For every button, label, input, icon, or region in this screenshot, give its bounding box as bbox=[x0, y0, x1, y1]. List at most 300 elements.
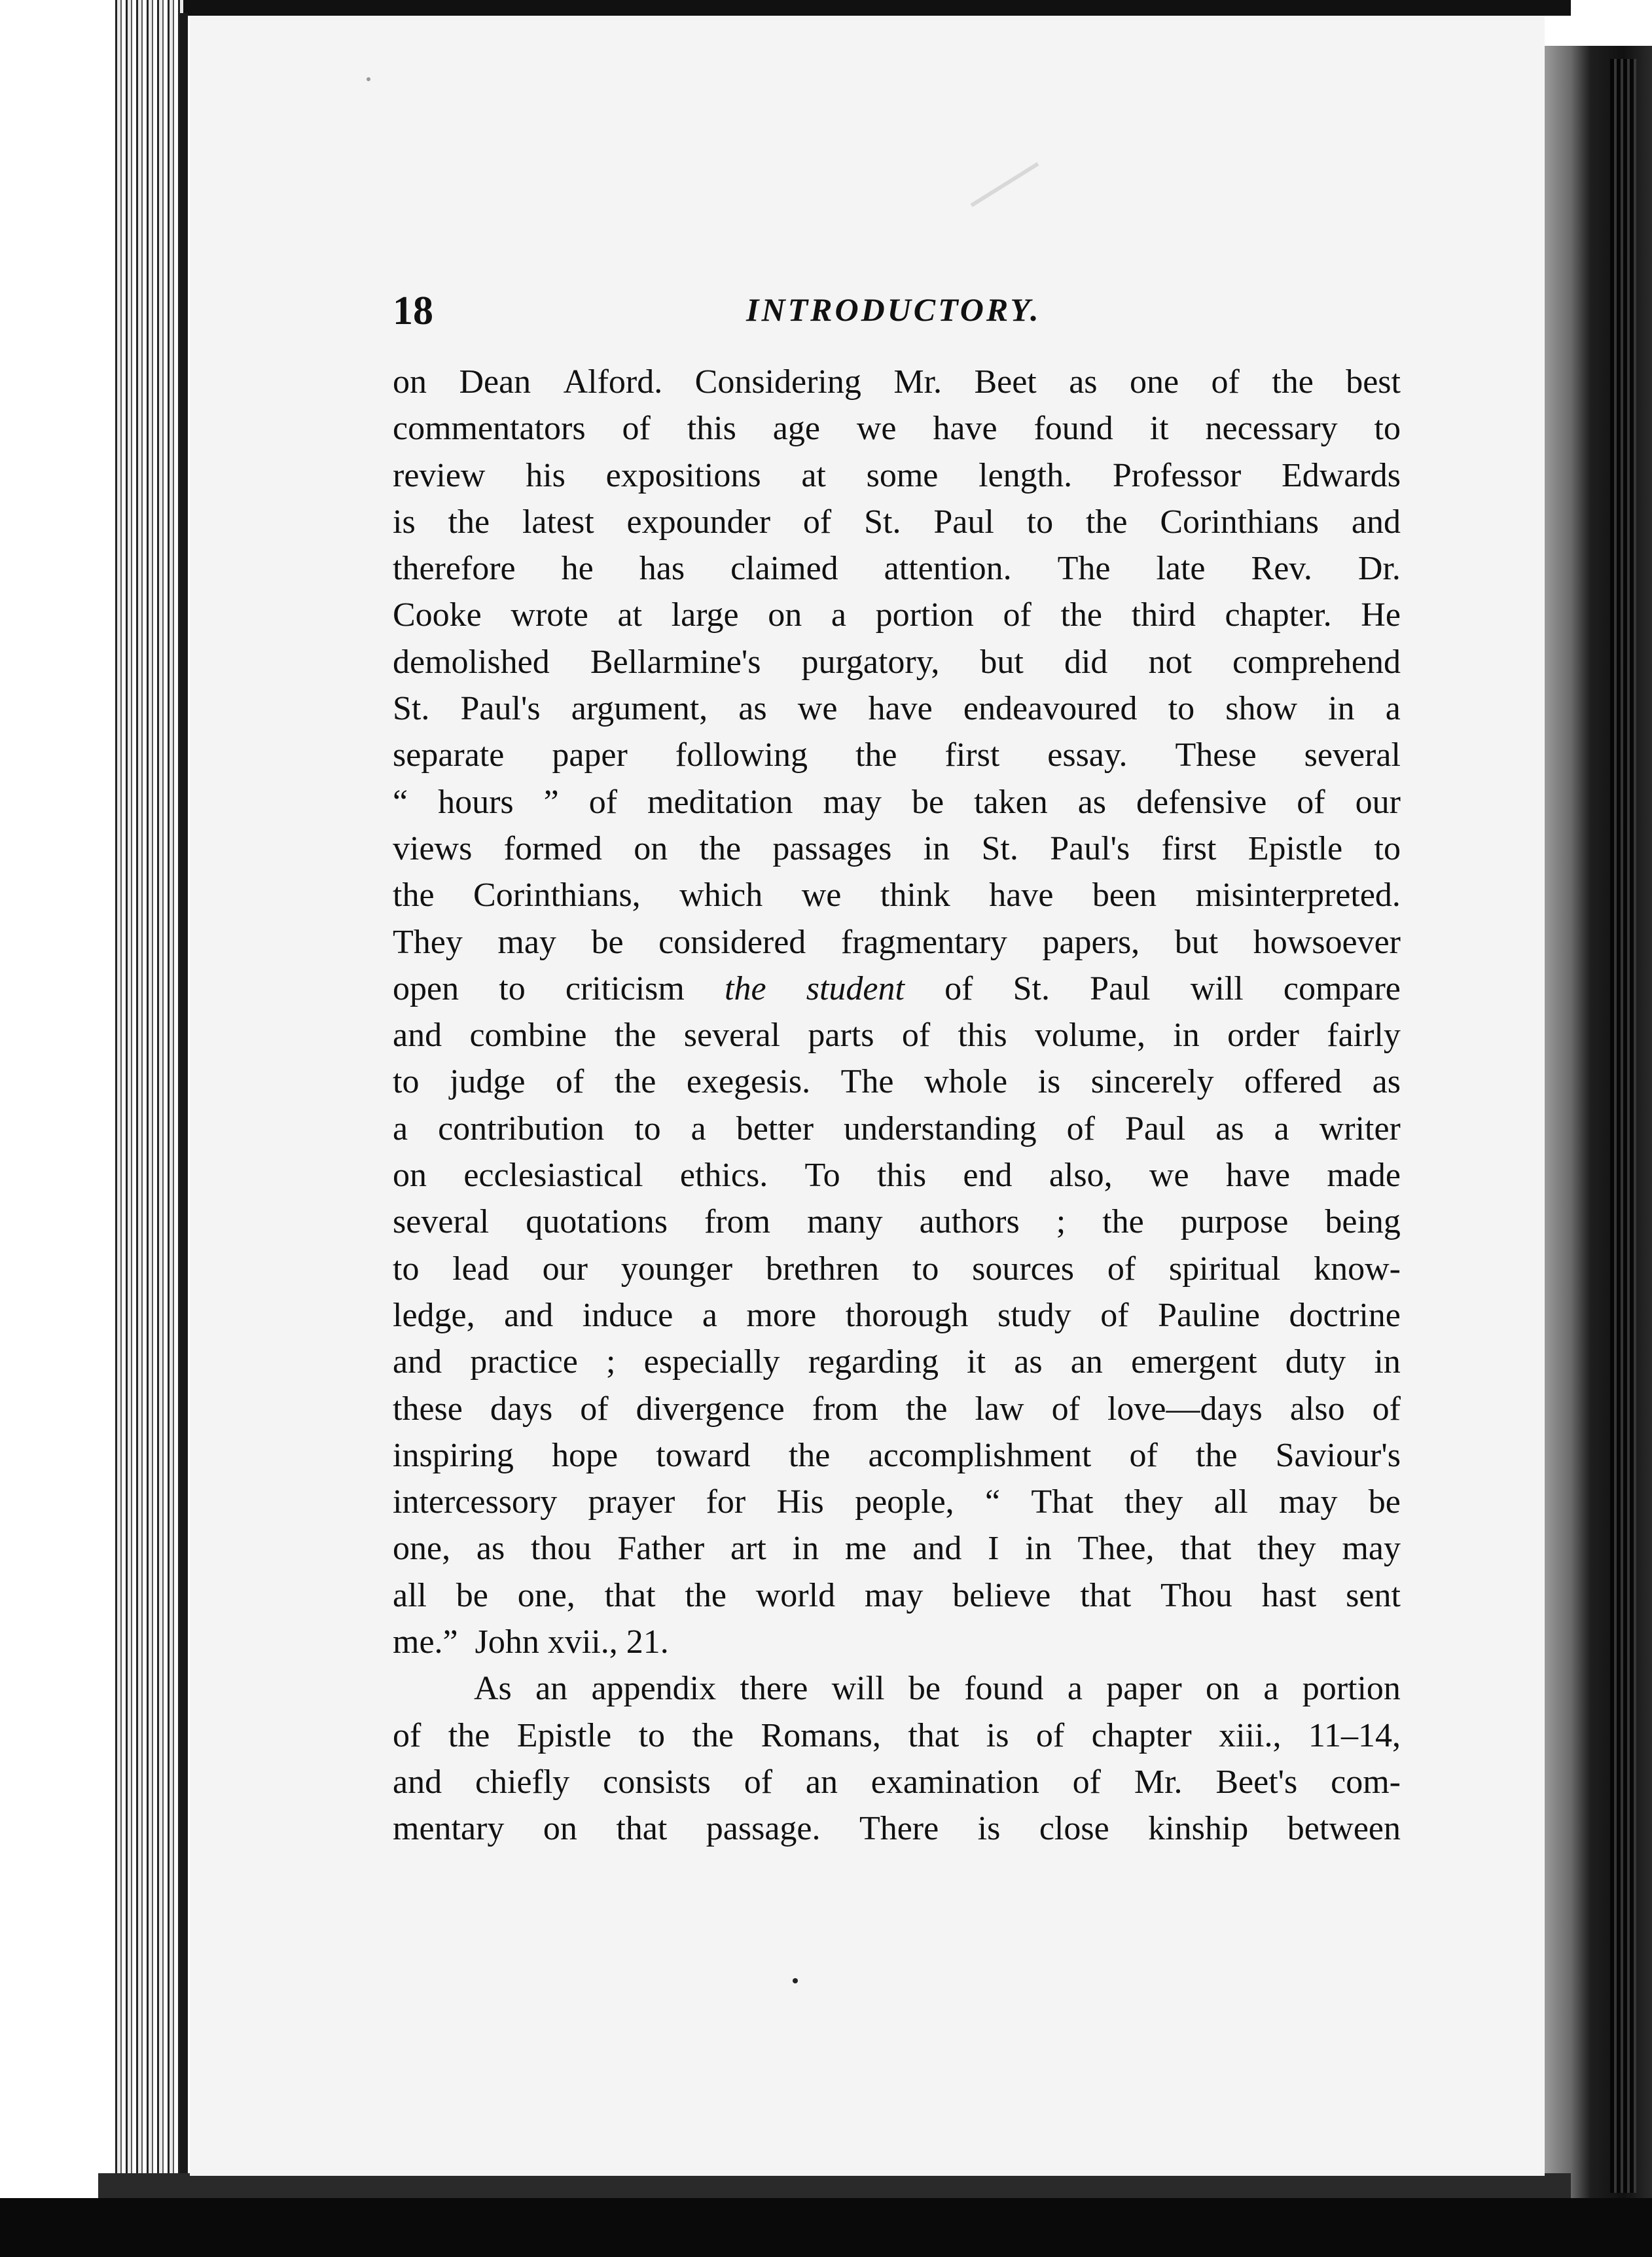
word: The bbox=[840, 1063, 894, 1101]
text-line bbox=[393, 1152, 1401, 1199]
word: meditation bbox=[647, 783, 793, 821]
word: of bbox=[580, 1390, 609, 1428]
word: is bbox=[1037, 1063, 1061, 1101]
word: necessary bbox=[1205, 410, 1338, 448]
word: expositions bbox=[605, 456, 761, 494]
word: prayer bbox=[588, 1483, 675, 1521]
word: To bbox=[804, 1157, 840, 1195]
word: several bbox=[1304, 736, 1401, 774]
word: ecclesiastical bbox=[463, 1157, 643, 1195]
text-line bbox=[393, 1619, 1401, 1665]
word: first bbox=[944, 736, 1000, 774]
text-line bbox=[393, 1106, 1401, 1152]
word: world bbox=[755, 1576, 836, 1614]
word: of bbox=[901, 1017, 931, 1055]
word: combine bbox=[469, 1017, 587, 1055]
italic-word: student bbox=[806, 969, 905, 1007]
word: we bbox=[801, 876, 842, 914]
word: this bbox=[687, 410, 736, 448]
word: love—days bbox=[1107, 1390, 1263, 1428]
text-line bbox=[393, 919, 1401, 966]
word: and bbox=[393, 1017, 442, 1055]
word: Thee, bbox=[1077, 1530, 1155, 1568]
word: of bbox=[1072, 1763, 1101, 1801]
word: be bbox=[908, 1670, 941, 1708]
word: to bbox=[638, 1716, 666, 1754]
word: in bbox=[1374, 1343, 1401, 1381]
word: criticism bbox=[565, 969, 685, 1007]
word: Epistle bbox=[1248, 829, 1343, 867]
word: a bbox=[393, 1110, 408, 1147]
word: intercessory bbox=[393, 1483, 558, 1521]
word: Professor bbox=[1112, 456, 1242, 494]
word: Paul's bbox=[1050, 829, 1130, 867]
word: to bbox=[634, 1110, 661, 1147]
word: close bbox=[1039, 1810, 1109, 1848]
word: lead bbox=[452, 1250, 509, 1288]
word: wrote bbox=[511, 596, 588, 634]
word: in bbox=[1328, 690, 1355, 728]
word: to bbox=[1168, 690, 1195, 728]
text-line bbox=[393, 1712, 1401, 1759]
word: our bbox=[1355, 783, 1401, 821]
word: art bbox=[730, 1530, 766, 1568]
word: judge bbox=[449, 1063, 526, 1101]
word: exegesis. bbox=[686, 1063, 811, 1101]
word: spiritual bbox=[1168, 1250, 1281, 1288]
word: howsoever bbox=[1253, 923, 1401, 961]
text-line bbox=[393, 1805, 1401, 1852]
word: St. bbox=[1013, 969, 1050, 1007]
word: the bbox=[855, 736, 897, 774]
word: of bbox=[393, 1716, 422, 1754]
word: ” bbox=[543, 783, 559, 821]
word: believe bbox=[952, 1576, 1051, 1614]
word: Paul's bbox=[460, 690, 541, 728]
word: com- bbox=[1331, 1763, 1401, 1801]
word: has bbox=[639, 550, 685, 588]
text-line bbox=[393, 1246, 1401, 1292]
word: made bbox=[1327, 1157, 1401, 1195]
word: review bbox=[393, 456, 486, 494]
scan-border-bottom bbox=[0, 2198, 1652, 2257]
word: of bbox=[1129, 1436, 1158, 1474]
word: and bbox=[504, 1296, 554, 1334]
word: views bbox=[393, 829, 473, 867]
word: open bbox=[393, 969, 459, 1007]
word: He bbox=[1361, 596, 1401, 634]
word: kinship bbox=[1148, 1810, 1249, 1848]
word: paper bbox=[1106, 1670, 1182, 1708]
word: Rev. bbox=[1251, 550, 1312, 588]
word: sent bbox=[1346, 1576, 1401, 1614]
pencil-mark bbox=[971, 162, 1039, 208]
word: but bbox=[1174, 923, 1219, 961]
word: one bbox=[1129, 363, 1179, 401]
word: and bbox=[393, 1763, 442, 1801]
word: many bbox=[807, 1203, 883, 1241]
word: the bbox=[1195, 1436, 1238, 1474]
word: “ bbox=[393, 783, 408, 821]
word: we bbox=[856, 410, 897, 448]
word: this bbox=[958, 1017, 1007, 1055]
word: the bbox=[448, 503, 490, 541]
binding-shadow bbox=[180, 13, 188, 2193]
word: on bbox=[393, 1157, 427, 1195]
word: to bbox=[1374, 829, 1401, 867]
word: These bbox=[1175, 736, 1257, 774]
word: endeavoured bbox=[963, 690, 1138, 728]
word: more bbox=[746, 1296, 817, 1334]
word: Father bbox=[617, 1530, 705, 1568]
word: a bbox=[1274, 1110, 1289, 1147]
italic-word: the bbox=[725, 969, 766, 1007]
word: latest bbox=[522, 503, 594, 541]
word: from bbox=[704, 1203, 771, 1241]
word: contribution bbox=[438, 1110, 605, 1147]
word: papers, bbox=[1042, 923, 1140, 961]
word: of bbox=[1066, 1110, 1095, 1147]
word: of bbox=[1107, 1250, 1136, 1288]
word: chapter bbox=[1091, 1716, 1192, 1754]
word: misinterpreted. bbox=[1195, 876, 1401, 914]
word: on bbox=[393, 363, 427, 401]
word: Edwards bbox=[1282, 456, 1401, 494]
word: Thou bbox=[1160, 1576, 1232, 1614]
running-head: INTRODUCTORY. bbox=[746, 291, 1041, 328]
word: passage. bbox=[706, 1810, 821, 1848]
word: it bbox=[1149, 410, 1169, 448]
word: argument, bbox=[571, 690, 708, 728]
word: the bbox=[788, 1436, 831, 1474]
word: the bbox=[614, 1063, 656, 1101]
word: fairly bbox=[1327, 1017, 1401, 1055]
word: consists bbox=[603, 1763, 711, 1801]
word: thorough bbox=[845, 1296, 969, 1334]
text-line-content: me.” John xvii., 21. bbox=[393, 1623, 669, 1661]
word: the bbox=[393, 876, 435, 914]
word: to bbox=[499, 969, 526, 1007]
word: of bbox=[556, 1063, 584, 1101]
word: in bbox=[923, 829, 950, 867]
word: law bbox=[975, 1390, 1024, 1428]
word: Bellarmine's bbox=[590, 643, 761, 681]
text-line bbox=[393, 1665, 1401, 1712]
word: being bbox=[1325, 1203, 1401, 1241]
word: be bbox=[591, 923, 624, 961]
word: a bbox=[1385, 690, 1401, 728]
word: end bbox=[963, 1157, 1013, 1195]
word: the bbox=[685, 1576, 727, 1614]
text-line bbox=[393, 872, 1401, 918]
word: and bbox=[912, 1530, 962, 1568]
text-line bbox=[393, 1386, 1401, 1432]
word: to bbox=[1026, 503, 1054, 541]
word: I bbox=[988, 1530, 999, 1568]
word: not bbox=[1148, 643, 1192, 681]
word: and bbox=[1351, 503, 1401, 541]
word: hast bbox=[1261, 1576, 1317, 1614]
word: accomplishment bbox=[868, 1436, 1092, 1474]
text-line bbox=[393, 405, 1401, 452]
word: as bbox=[1069, 363, 1098, 401]
text-line bbox=[393, 499, 1401, 545]
text-line bbox=[393, 545, 1401, 592]
word: he bbox=[561, 550, 594, 588]
word: separate bbox=[393, 736, 505, 774]
word: is bbox=[393, 503, 416, 541]
word: it bbox=[967, 1343, 986, 1381]
word: Beet's bbox=[1215, 1763, 1298, 1801]
word: paper bbox=[552, 736, 628, 774]
text-line bbox=[393, 732, 1401, 778]
facing-page-edge bbox=[1610, 59, 1636, 2193]
word: Paul bbox=[1124, 1110, 1186, 1147]
word: all bbox=[393, 1576, 427, 1614]
text-line bbox=[393, 966, 1401, 1012]
page-stack-edge bbox=[111, 0, 183, 2199]
speck-mark bbox=[793, 1978, 798, 1983]
word: they bbox=[1257, 1530, 1316, 1568]
word: late bbox=[1156, 550, 1206, 588]
word: of bbox=[744, 1763, 773, 1801]
word: of bbox=[622, 410, 651, 448]
word: emergent bbox=[1131, 1343, 1257, 1381]
word: to bbox=[393, 1250, 420, 1288]
text-line bbox=[393, 1432, 1401, 1479]
word: Pauline bbox=[1158, 1296, 1261, 1334]
text-line bbox=[393, 825, 1401, 872]
word: purpose bbox=[1180, 1203, 1289, 1241]
word: for bbox=[706, 1483, 746, 1521]
text-line bbox=[393, 592, 1401, 638]
word: portion bbox=[1302, 1670, 1401, 1708]
word: as bbox=[1372, 1063, 1401, 1101]
page-header bbox=[393, 288, 1401, 334]
word: comprehend bbox=[1232, 643, 1401, 681]
word: have bbox=[933, 410, 997, 448]
word: is bbox=[986, 1716, 1009, 1754]
word: regarding bbox=[808, 1343, 939, 1381]
word: but bbox=[980, 643, 1024, 681]
word: of bbox=[1297, 783, 1325, 821]
word: the bbox=[699, 829, 742, 867]
word: Cooke bbox=[393, 596, 482, 634]
word: a bbox=[702, 1296, 717, 1334]
word: As bbox=[474, 1670, 512, 1708]
word: that bbox=[1180, 1530, 1232, 1568]
word: Mr. bbox=[893, 363, 943, 401]
word: be bbox=[912, 783, 944, 821]
word: a bbox=[831, 596, 846, 634]
word: St. bbox=[393, 690, 430, 728]
word: Beet bbox=[974, 363, 1037, 401]
word: third bbox=[1131, 596, 1196, 634]
word: will bbox=[831, 1670, 885, 1708]
word: appendix bbox=[591, 1670, 717, 1708]
word: to bbox=[1374, 410, 1401, 448]
word: considered bbox=[658, 923, 806, 961]
word: these bbox=[393, 1390, 463, 1428]
word: induce bbox=[582, 1296, 673, 1334]
word: of bbox=[802, 503, 832, 541]
word: from bbox=[812, 1390, 878, 1428]
word: of bbox=[1051, 1390, 1080, 1428]
word: of bbox=[1100, 1296, 1129, 1334]
word: some bbox=[866, 456, 939, 494]
word: the bbox=[1060, 596, 1102, 634]
word: purgatory, bbox=[801, 643, 940, 681]
word: best bbox=[1346, 363, 1401, 401]
word: toward bbox=[656, 1436, 751, 1474]
word: age bbox=[772, 410, 820, 448]
word: length. bbox=[979, 456, 1073, 494]
word: Saviour's bbox=[1275, 1436, 1401, 1474]
word: of bbox=[1035, 1716, 1065, 1754]
scan-border-bottom-shadow bbox=[98, 2173, 1571, 2199]
word: sincerely bbox=[1090, 1063, 1214, 1101]
word: xiii., bbox=[1219, 1716, 1282, 1754]
word: one, bbox=[393, 1530, 451, 1568]
word: order bbox=[1227, 1017, 1299, 1055]
word: essay. bbox=[1047, 736, 1128, 774]
word: St. bbox=[864, 503, 901, 541]
text-line bbox=[393, 639, 1401, 685]
word: found bbox=[1033, 410, 1113, 448]
word: the bbox=[448, 1716, 490, 1754]
scan-border-top bbox=[131, 0, 1571, 16]
word: expounder bbox=[626, 503, 771, 541]
word: ethics. bbox=[679, 1157, 768, 1195]
text-line bbox=[393, 1012, 1401, 1058]
text-line bbox=[393, 452, 1401, 499]
word: our bbox=[542, 1250, 588, 1288]
word: be bbox=[456, 1576, 488, 1614]
word: a bbox=[691, 1110, 706, 1147]
word: better bbox=[736, 1110, 814, 1147]
word: people, bbox=[855, 1483, 954, 1521]
word: on bbox=[634, 829, 668, 867]
word: that bbox=[616, 1810, 668, 1848]
text-line bbox=[393, 1479, 1401, 1525]
word: may bbox=[497, 923, 556, 961]
word: The bbox=[1057, 550, 1111, 588]
word: passages bbox=[772, 829, 892, 867]
word: taken bbox=[974, 783, 1048, 821]
word: may bbox=[1278, 1483, 1338, 1521]
word: thou bbox=[531, 1530, 592, 1568]
word: ledge, bbox=[393, 1296, 475, 1334]
word: the bbox=[1102, 1203, 1144, 1241]
word: of bbox=[1003, 596, 1032, 634]
word: compare bbox=[1283, 969, 1401, 1007]
word: at bbox=[617, 596, 642, 634]
word: demolished bbox=[393, 643, 550, 681]
word: There bbox=[859, 1810, 939, 1848]
speck-mark bbox=[367, 77, 370, 81]
word: as bbox=[476, 1530, 505, 1568]
word: claimed bbox=[730, 550, 838, 588]
word: they bbox=[1124, 1483, 1183, 1521]
word: a bbox=[1263, 1670, 1279, 1708]
text-line bbox=[393, 1199, 1401, 1245]
word: 11–14, bbox=[1308, 1716, 1401, 1754]
word: a bbox=[1067, 1670, 1083, 1708]
word: have bbox=[989, 876, 1054, 914]
word: to bbox=[912, 1250, 939, 1288]
word: we bbox=[1149, 1157, 1189, 1195]
word: parts bbox=[808, 1017, 874, 1055]
word: several bbox=[683, 1017, 781, 1055]
word: may bbox=[823, 783, 882, 821]
text-line bbox=[393, 1759, 1401, 1805]
word: large bbox=[671, 596, 739, 634]
word: formed bbox=[503, 829, 602, 867]
text-line bbox=[393, 1339, 1401, 1385]
word: an bbox=[805, 1763, 838, 1801]
word: show bbox=[1225, 690, 1298, 728]
text-line bbox=[393, 359, 1401, 405]
word: younger bbox=[620, 1250, 733, 1288]
word: found bbox=[964, 1670, 1044, 1708]
word: practice bbox=[470, 1343, 578, 1381]
word: fragmentary bbox=[840, 923, 1007, 961]
text-line bbox=[393, 685, 1401, 732]
word: several bbox=[393, 1203, 490, 1241]
word: chapter. bbox=[1225, 596, 1332, 634]
word: Considering bbox=[694, 363, 861, 401]
word: hours bbox=[438, 783, 514, 821]
word: in bbox=[1173, 1017, 1200, 1055]
word: is bbox=[977, 1810, 1001, 1848]
word: have bbox=[868, 690, 933, 728]
word: attention. bbox=[884, 550, 1012, 588]
word: the bbox=[1272, 363, 1314, 401]
word: therefore bbox=[393, 550, 516, 588]
word: may bbox=[1342, 1530, 1401, 1568]
word: Dean bbox=[459, 363, 531, 401]
word: first bbox=[1161, 829, 1217, 867]
text-line bbox=[393, 1292, 1401, 1339]
text-line bbox=[393, 779, 1401, 825]
word: ; bbox=[606, 1343, 616, 1381]
word: Paul bbox=[933, 503, 994, 541]
word: will bbox=[1190, 969, 1244, 1007]
word: writer bbox=[1319, 1110, 1401, 1147]
text-line bbox=[393, 1525, 1401, 1572]
text-line bbox=[393, 1058, 1401, 1105]
word: of bbox=[588, 783, 618, 821]
word: especially bbox=[643, 1343, 780, 1381]
word: chiefly bbox=[475, 1763, 570, 1801]
word: defensive bbox=[1136, 783, 1267, 821]
body-text bbox=[393, 359, 1401, 1852]
word: commentators bbox=[393, 410, 586, 448]
word: one, bbox=[517, 1576, 575, 1614]
text-line bbox=[393, 1572, 1401, 1619]
word: also, bbox=[1049, 1157, 1113, 1195]
word: an bbox=[1070, 1343, 1103, 1381]
word: his bbox=[526, 456, 566, 494]
word: on bbox=[543, 1810, 577, 1848]
word: Mr. bbox=[1134, 1763, 1183, 1801]
word: of bbox=[1211, 363, 1240, 401]
word: as bbox=[1014, 1343, 1043, 1381]
word: on bbox=[768, 596, 802, 634]
word: me bbox=[844, 1530, 887, 1568]
word: that bbox=[908, 1716, 960, 1754]
word: They bbox=[393, 923, 463, 961]
